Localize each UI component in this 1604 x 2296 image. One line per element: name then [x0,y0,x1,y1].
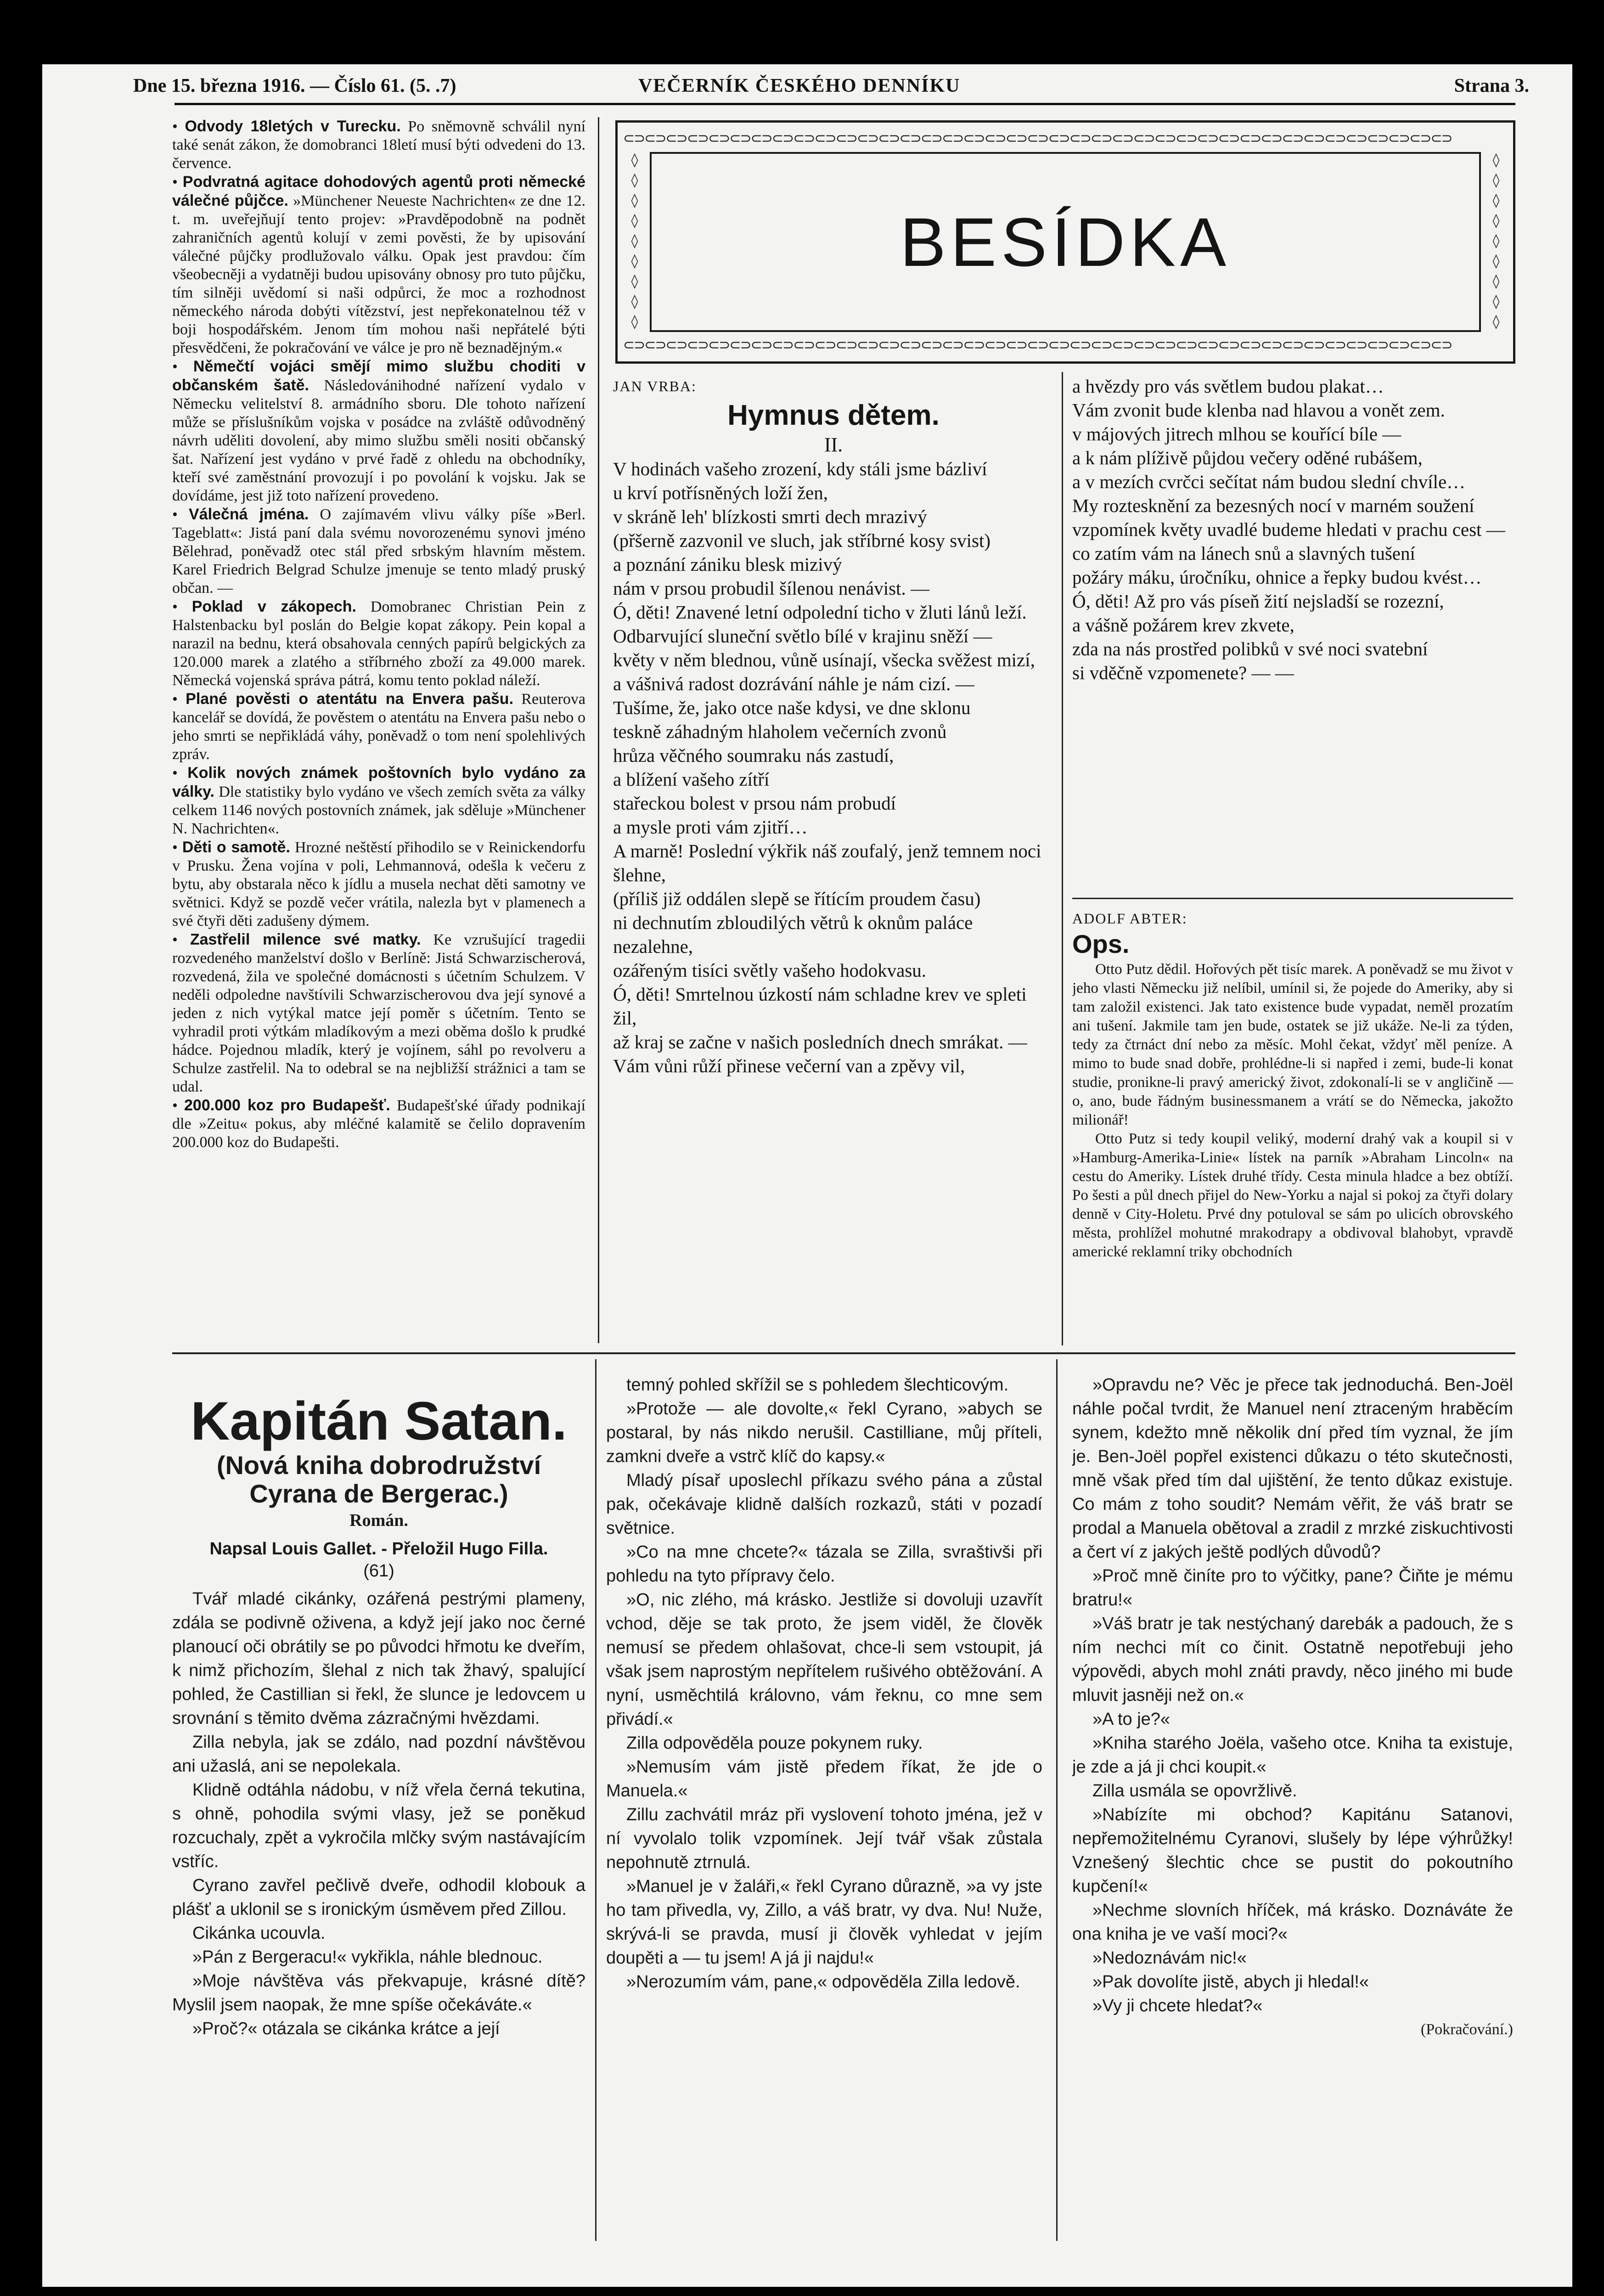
news-text: Budapešťské úřady podnikají dle »Zeitu« pokus, aby mléčné kalamitě se čelilo dopravením 200.000 koz do Budapešti. [172,1097,585,1151]
ops-paragraph: Otto Putz dědil. Hořových pět tisíc marek. A poněvadž se mu život v jeho vlasti Německu již nelíbil, umínil si, že pojede do Ameriky, aby si tam založil existenci. Jak tato existence bude vypadat, neměl prozatím ani tušení. Jakmile tam jen bude, ostatek se již ukáže. Ne-li za týden, tedy za čtrnáct dní nebo za měsíc. Mohl čekat, vždyť měl peníze. A mimo to bude snad dobře, prohlédne-li si napřed i zemi, bude-li konat studie, pronikne-li pravý americký život, zdokonalí-li se v angličině — o, ano, bude řádným businessmanem a vrátí se do Německa, jakožto milionář! [1072,961,1513,1128]
serial-column-1 [172,1373,585,2245]
serial-column-2 [606,1373,1042,2245]
poem-column-right [1072,374,1513,902]
news-column [172,117,585,1343]
news-headline: Němečtí vojáci smějí mimo službu choditi v občanském šatě. [172,358,585,394]
news-item: • Němečtí vojáci smějí mimo službu choditi v občanském šatě. Následovánihodné nařízení vydalo v Německu velitelství 8. armádního sboru. Dle tohoto nařízení může se příslušníkům vojska v posádce na zvláště odůvodněný návrh uděliti dovolení, aby mimo službu směli nositi občanský šat. Nařízení jest vydáno v prvé řadě z ohledu na obchodníky, kteří své zaměstnání provozují i po povolání k vojsku. Jak se dovídáme, jest již toto nařízení provedeno. [172,358,585,504]
poem-line: Tušíme, že, jako otce naše kdysi, ve dne sklonu [613,697,971,718]
serial-paragraph: »Nabízíte mi obchod? Kapitánu Satanovi, nepřemožitelnému Cyranovi, slušely by lépe výhrůžky! Vznešený šlechtic chce se pustit do pokoutního kupčení!« [1072,1805,1513,1896]
ops-author: ADOLF ABTER: [1072,910,1188,927]
serial-text-1 [172,1587,585,2041]
poem-line: květy v něm blednou, vůně usínají, všecka svěžest mizí, [613,649,1035,670]
poem-line: Ó, děti! Znavené letní odpolední ticho v žluti lánů leží. [613,602,1027,623]
besidka-title-frame [650,152,1481,332]
poem-line: hrůza věčného soumraku nás zastudí, [613,745,894,766]
ornament-border-left: ◊ ◊ ◊ ◊ ◊ ◊ ◊ ◊ ◊ [631,152,638,330]
news-headline: Podvratná agitace dohodových agentů proti německé válečné půjčce. [172,173,585,209]
serial-genre: Román. [349,1511,408,1530]
poem-line: a vášnivá radost dozrávání náhle je nám cizí. — [613,673,974,694]
serial-title: Kapitán Satan. [191,1391,567,1452]
poem-line: a v mezích cvrčci sečítat nám budou slední chvíle… [1072,471,1466,492]
news-text: Dle statistiky bylo vydáno ve všech zemích světa za války celkem 1146 nových postovních známek, jak sděluje »Münchener N. Nachrichten«. [172,783,585,837]
news-item: • Plané pověsti o atentátu na Envera pašu. Reuterova kancelář se dovídá, že pověstem o atentátu na Envera pašu nebo o jeho smrti se nepřikládá váhy, poněvadž o tom není spolehlivých zpráv. [172,690,585,763]
poem-title: Hymnus dětem. [727,400,940,431]
news-headline: Plané pověsti o atentátu na Envera pašu. [186,690,514,708]
besidka-title: BESÍDKA [900,203,1231,281]
serial-paragraph: Klidně odtáhla nádobu, v níž vřela černá tekutina, s ohně, pohodila svými vlasy, jež se poněkud rozcuchaly, zpět a vykročila mlčky svým nastávajícím vstříc. [172,1780,585,1871]
poem-line: a blížení vašeho zítří [613,769,770,790]
serial-paragraph: Tvář mladé cikánky, ozářená pestrými plameny, zdála se podivně oživena, a když její jako noc černé planoucí oči obrátily se po původci hřmotu ke dveřím, k nimž přichozím, šlehal z nich tak žhavý, spalující pohled, že Castillian si řekl, že slunce je ledovcem u srovnání s těmito dvěma zázračnými hvězdami. [172,1589,585,1728]
news-text: »Münchener Neueste Nachrichten« ze dne 12. t. m. uveřejňují tento projev: »Pravděpodobně na podnět zahraničních agentů kolují v zemi pověsti, že by upisování válečné půjčky prodlužovalo válku. Opak jest pravdou: čím všeobecněji a vydatněji budou upisovány obnosy pro tuto půjčku, tím silněji uvědomí si naši odpůrci, že moc a rozhodnost německého národa dobýti vítězství, jest nepřekonatelnou též v boji hospodářském. Jenom tím mohou naši nepřátelé býti přesvědčeni, že pokračování ve válce je pro ně beznadějným.« [172,192,585,356]
column-divider [1062,372,1063,1345]
news-text: Po sněmovně schválil nyní také senát zákon, že domobranci 18letí musí býti odvedeni do 13. července. [172,118,585,172]
page-header [133,70,1529,102]
serial-paragraph: Cikánka ucouvla. [192,1924,326,1943]
poem-line: v skráně leh' blízkosti smrti dech mrazivý [613,506,927,527]
poem-lines-right [1072,374,1513,685]
column-divider [595,1359,597,2241]
poem-line: A marně! Poslední výkřik náš zoufalý, jenž temnem noci šlehne, [613,840,1041,885]
news-headline: Děti o samotě. [182,838,291,856]
news-headline: Kolik nových známek poštovních bylo vydáno za války. [172,764,585,800]
newspaper-title: VEČERNÍK ČESKÉHO DENNÍKU [638,75,961,96]
serial-paragraph: »Nemusím vám jistě předem říkat, že jde o Manuela.« [606,1757,1042,1801]
poem-line: Ó, děti! Smrtelnou úzkostí nám schladne krev ve spleti žil, [613,984,1027,1029]
poem-line: Ó, děti! Až pro vás píseň žití nejsladší se rozezní, [1072,591,1444,612]
news-item: • 200.000 koz pro Budapešť. Budapešťské úřady podnikají dle »Zeitu« pokus, aby mléčné kalamitě se čelilo dopravením 200.000 koz do Budapešti. [172,1097,585,1151]
poem-line: a poznání zániku blesk mizivý [613,554,842,575]
news-item: • Zastřelil milence své matky. Ke vzrušující tragedii rozvedeného manželství došlo v Berlíně: Jistá Schwarzischerová, rozvedená, žila ve společné domácnosti s účetním Schulzem. V neděli odpoledne navštívili Schwarzischerovou dva její synové a jeden z nich vytýkal matce její poměr s účetním. Tento se vyhradil proti výtkám mladíkovým a mezi oběma došlo k prudké hádce. Pojednou mladík, který je vojínem, sáhl po revolveru a Schulze zastřelil. Na to odebral se na nejbližší strážnici a tam se udal. [172,931,585,1095]
serial-paragraph: Zilla usmála se opovržlivě. [1092,1781,1297,1801]
poem-line: v májových jitrech mlhou se kouřící bíle — [1072,423,1401,445]
news-text: O zajímavém vlivu války píše »Berl. Tageblatt«: Jistá paní dala svému novorozenému synovi jméno Bělehrad, poněvadž otec stál před srbským hlavním městem. Karel Friedrich Belgrad Schulze jmenuje se tento mladý pruský občan. — [172,506,585,597]
poem-line: (příliš již oddálen slepě se řítícím proudem času) [613,888,981,909]
poem-line: Vám vůni růží přinese večerní van a zpěvy vil, [613,1055,965,1076]
serial-text-2 [606,1373,1042,1994]
ornament-border-bottom: ⊂⊃⊂⊃⊂⊃⊂⊃⊂⊃⊂⊃⊂⊃⊂⊃⊂⊃⊂⊃⊂⊃⊂⊃⊂⊃⊂⊃⊂⊃⊂⊃⊂⊃⊂⊃⊂⊃⊂⊃⊂⊃⊂⊃⊂⊃⊂⊃⊂⊃⊂⊃⊂⊃⊂⊃⊂⊃⊂⊃⊂⊃⊂⊃⊂⊃⊂⊃⊂⊃⊂⊃⊂⊃⊂⊃⊂⊃ [623,337,1452,353]
news-item: • Kolik nových známek poštovních bylo vydáno za války. Dle statistiky bylo vydáno ve všech zemích světa za války celkem 1146 nových postovních známek, jak sděluje »Münchener N. Nachrichten«. [172,764,585,837]
serial-paragraph: »Pak dovolíte jistě, abych ji hledal!« [1092,1972,1369,1992]
serial-paragraph: Zilla odpověděla pouze pokynem ruky. [626,1733,923,1753]
poem-line: V hodinách vašeho zrození, kdy stáli jsme bázliví [613,458,987,479]
header-rule [174,103,1515,105]
ops-title: Ops. [1072,929,1130,958]
news-text: Domobranec Christian Pein z Halstenbacku byl poslán do Belgie kopat zákopy. Pein kopal a narazil na bednu, která obsahovala cenných papírů belgických za 120.000 marek a zlatého a stříbrného zboží za 49.000 marek. Německá vojenská správa pátrá, komu tento poklad náleží. [172,598,585,689]
news-headline: Válečná jména. [189,506,309,523]
serial-paragraph: »Protože — ale dovolte,« řekl Cyrano, »abych se postaral, by nás nikdo nerušil. Castilliane, můj příteli, zamkni dveře a vstrč klíč do kapsy.« [606,1399,1042,1466]
poem-line: a mysle proti vám zjitří… [613,816,808,838]
column-divider [1056,1359,1058,2241]
news-headline: Poklad v zákopech. [191,598,356,615]
poem-line: ni dechnutím zbloudilých větrů k oknům paláce nezalehne, [613,912,973,957]
poem-line: (přšerně zazvonil ve sluch, jak stříbrné kosy svist) [613,530,991,551]
serial-paragraph: temný pohled skřížil se s pohledem šlechticovým. [626,1375,1009,1395]
serial-paragraph: Cyrano zavřel pečlivě dveře, odhodil klobouk a plášť a uklonil se s ironickým úsměvem před Zillou. [172,1876,585,1919]
news-item: • Odvody 18letých v Turecku. Po sněmovně schválil nyní také senát zákon, že domobranci 18letí musí býti odvedeni do 13. července. [172,118,585,172]
news-headline: 200.000 koz pro Budapešť. [184,1097,390,1114]
serial-paragraph: »Proč mně činíte pro to výčitky, pane? Čiňte je mému bratru!« [1072,1566,1513,1609]
serial-subtitle: (Nová kniha dobrodružství Cyrana de Bergerac.) [216,1451,541,1508]
serial-paragraph: »Proč?« otázala se cikánka krátce a její [192,2019,500,2038]
news-text: Reuterova kancelář se dovídá, že pověstem o atentátu na Envera pašu nebo o jeho smrti se nepřikládá váhy, poněvadž o tom není spolehlivých zpráv. [172,691,585,763]
poem-author: JAN VRBA: [613,378,697,394]
ops-story [1072,909,1513,1341]
poem-line: nám v prsou probudil šílenou nenávist. — [613,578,929,599]
poem-line: až kraj se začne v našich posledních dnech smrákat. — [613,1031,1027,1052]
news-text: Ke vzrušující tragedii rozvedeného manželství došlo v Berlíně: Jistá Schwarzischerová, rozvedená, žila ve společné domácnosti s účetním Schulzem. V neděli odpoledne navštívili Schwarzischerovou dva její synové a jeden z nich vytýkal matce její poměr s účetním. Tento se vyhradil proti výtkám mladíkovým a mezi oběma došlo k prudké hádce. Pojednou mladík, který je vojínem, sáhl po revolveru a Schulze zastřelil. Na to odebral se na nejbližší strážnici a tam se udal. [172,931,585,1095]
poem-line: co zatím vám na lánech snů a slavných tušení [1072,543,1415,564]
poem-line: stařeckou bolest v prsou nám probudí [613,793,896,814]
poem-line: Odbarvující sluneční světlo bílé v krajinu sněží — [613,625,992,647]
serial-paragraph: »Vy ji chcete hledat?« [1092,1996,1263,2015]
poem-line: a k nám plíživě půjdou večery oděné rubášem, [1072,447,1423,468]
page-number: Strana 3. [1454,75,1529,96]
serial-paragraph: »Moje návštěva vás překvapuje, krásné dítě? Myslil jsem naopak, že mne spíše očekáváte.« [172,1971,585,2015]
poem-line: a hvězdy pro vás světlem budou plakat… [1072,376,1384,397]
serial-paragraph: »Co na mne chcete?« tázala se Zilla, svraštivši při pohledu na tyto přípravy čelo. [606,1542,1042,1586]
ops-paragraph: Otto Putz si tedy koupil veliký, moderní drahý vak a koupil si v »Hamburg-Amerika-Linie« lístek na parník »Abraham Lincoln« na cestu do Ameriky. Lístek druhé třídy. Cesta minula hladce a bez obtíží. Po šesti a půl dnech přijel do New-Yorku a najal si pokoj za čtyři dolary denně v City-Holetu. Prvé dny potuloval se sám po ulicích obrovského města, prohlížel mohutné mrakodrapy a obdivoval blahobyt, vpravdě americké reklamní triky obchodních [1072,1131,1513,1260]
news-text: Hrozné neštěstí přihodilo se v Reinickendorfu v Prusku. Žena vojína v poli, Lehmannová, odešla k večeru z bytu, aby obstarala něco k jídlu a musela nechat děti samotny ve světnici. Když se pozdě večer vrátila, nalezla byt v plamenech a své čtyři děti zadušeny dýmem. [172,839,585,929]
serial-paragraph: »A to je?« [1092,1710,1171,1729]
besidka-banner [615,120,1515,364]
poem-line: zda na nás prostřed polibků v své noci svatební [1072,638,1428,659]
poem-line: ozářeným tisíci světly vašeho hodokvasu. [613,960,927,981]
issue-date: Dne 15. března 1916. — Číslo 61. (5. .7) [133,75,456,96]
news-item: • Válečná jména. O zajímavém vlivu války píše »Berl. Tageblatt«: Jistá paní dala svému novorozenému synovi jméno Bělehrad, poněvadž otec stál před srbským hlavním městem. Karel Friedrich Belgrad Schulze jmenuje se tento mladý pruský občan. — [172,506,585,597]
serial-installment: (61) [363,1561,394,1581]
news-item: • Poklad v zákopech. Domobranec Christian Pein z Halstenbacku byl poslán do Belgie kopat zákopy. Pein kopal a narazil na bednu, která obsahovala cenných papírů belgických za 120.000 marek a zlatého a stříbrného zboží za 49.000 marek. Německá vojenská správa pátrá, komu tento poklad náleží. [172,598,585,689]
news-text: Následovánihodné nařízení vydalo v Německu velitelství 8. armádního sboru. Dle tohoto nařízení může se příslušníkům vojska v posádce na zvláště odůvodněný návrh uděliti dovolení, aby mimo službu směli nositi občanský šat. Nařízení jest vydáno v prvé řadě z ohledu na obchodníky, kteří své zaměstnání provozují i po povolání k vojsku. Jak se dovídáme, jest již toto nařízení provedeno. [172,377,585,504]
poem-line: a vášně požárem krev zkvete, [1072,614,1294,636]
continued-note: (Pokračování.) [1420,2021,1513,2038]
news-headline: Zastřelil milence své matky. [190,931,421,948]
poem-line: požáry máku, úročníku, ohnice a řepky budou kvést… [1072,567,1482,588]
serial-paragraph: »Nedoznávám nic!« [1092,1948,1247,1968]
poem-line: My roztesknění za bezesných nocí v marném soužení [1072,495,1475,516]
poem-line: Vám zvonit bude klenba nad hlavou a vonět zem. [1072,400,1445,421]
serial-paragraph: »Nerozumím vám, pane,« odpověděla Zilla ledově. [626,1972,1020,1992]
poem-line: teskně záhadným hlaholem večerních zvonů [613,721,947,742]
serial-text-3 [1072,1373,1513,2018]
column-divider [598,117,599,1343]
serial-author: Napsal Louis Gallet. - Přeložil Hugo Filla. [209,1539,548,1559]
news-item: • Podvratná agitace dohodových agentů proti německé válečné půjčce. »Münchener Neueste Nachrichten« ze dne 12. t. m. uveřejňují tento projev: »Pravděpodobně na podnět zahraničních agentů kolují v zemi pověsti, že by upisování válečné půjčky prodlužovalo válku. Opak jest pravdou: čím všeobecněji a vydatněji budou upisovány obnosy pro tuto půjčku, tím silněji uvědomí si naši odpůrci, že moc a rozhodnost německého národa dobýti vítězství, jest nepřekonatelnou též v boji hospodářském. Jenom tím mohou naši nepřátelé býti přesvědčeni, že pokračování ve válce je pro ně beznadějným.« [172,173,585,356]
serial-paragraph: »Kniha starého Joëla, vašeho otce. Kniha ta existuje, je zde a já ji chci koupit.« [1072,1733,1513,1777]
serial-paragraph: Zillu zachvátil mráz při vyslovení tohoto jména, jež v ní vyvolalo tolik vzpomínek. Její tvář však zůstala nepohnutě ztrnulá. [606,1805,1042,1872]
poem-lines-left [613,457,1054,1078]
poem-line: si vděčně vzpomenete? — — [1072,662,1294,683]
ornament-border-top: ⊂⊃⊂⊃⊂⊃⊂⊃⊂⊃⊂⊃⊂⊃⊂⊃⊂⊃⊂⊃⊂⊃⊂⊃⊂⊃⊂⊃⊂⊃⊂⊃⊂⊃⊂⊃⊂⊃⊂⊃⊂⊃⊂⊃⊂⊃⊂⊃⊂⊃⊂⊃⊂⊃⊂⊃⊂⊃⊂⊃⊂⊃⊂⊃⊂⊃⊂⊃⊂⊃⊂⊃⊂⊃⊂⊃⊂⊃ [623,130,1452,146]
serial-paragraph: »Nechme slovních hříček, má krásko. Doznáváte že ona kniha je ve vaší moci?« [1072,1901,1513,1944]
serial-paragraph: »Váš bratr je tak nestýchaný darebák a padouch, že s ním nechci mít co činit. Ostatně nepotřebuji jeho výpovědi, abych mohl znáti pravdy, něco jiného mi bude mluvit jasněji než on.« [1072,1614,1513,1705]
ornament-border-right: ◊ ◊ ◊ ◊ ◊ ◊ ◊ ◊ ◊ [1492,152,1500,330]
serial-column-3 [1072,1373,1513,2245]
serial-paragraph: »Manuel je v žaláři,« řekl Cyrano důrazně, »a vy jste ho tam přivedla, vy, Zillo, a váš bratr, vy dva. Nu! Nuže, skrývá-li se pravda, musí ji člověk vyhledat v jejím doupěti a — tu jsem! A já ji najdu!« [606,1877,1042,1968]
serial-paragraph: »Pán z Bergeracu!« vykřikla, náhle blednouc. [192,1947,543,1967]
poem-line: vzpomínek květy uvadlé budeme hledati v prachu cest — [1072,519,1505,540]
poem-part: II. [824,433,843,456]
poem-column-left [613,374,1054,1357]
news-headline: Odvody 18letých v Turecku. [185,118,401,135]
serial-paragraph: Zilla nebyla, jak se zdálo, nad pozdní návštěvou ani užaslá, ani se nepolekala. [172,1733,585,1776]
news-item: • Děti o samotě. Hrozné neštěstí přihodilo se v Reinickendorfu v Prusku. Žena vojína v poli, Lehmannová, odešla k večeru z bytu, aby obstarala něco k jídlu a musela nechat děti samotny ve světnici. Když se pozdě večer vrátila, nalezla byt v plamenech a své čtyři děti zadušeny dýmem. [172,838,585,929]
serial-paragraph: »O, nic zlého, má krásko. Jestliže si dovoluji uzavřít vchod, děje se tak proto, že jsem viděl, že člověk nemusí se předem ohlašovat, chce-li sem vstoupit, já však jsem naprostým nepřítelem rušivého obtěžování. A nyní, usměchtilá královno, vám řeknu, co mne sem přivádí.« [606,1590,1042,1729]
serial-paragraph: Mladý písař uposlechl příkazu svého pána a zůstal pak, očekávaje klidně dalších rozkazů, státi v pozadí světnice. [606,1471,1042,1538]
serial-paragraph: »Opravdu ne? Věc je přece tak jednoduchá. Ben-Joël náhle počal tvrdit, že Manuel není ztraceným hraběcím synem, kdežto mně několik dní před tím vyznal, že jím je. Ben-Joël popřel existenci důkazu o této skutečnosti, mně však před tím dal ujištění, že tento důkaz existuje. Co mám z toho soudit? Nemám věřit, že váš bratr se prodal a Manuela obětoval a zradil z mrzké ziskuchtivosti a čert ví z jakých ještě podlých důvodů? [1072,1375,1513,1562]
poem-line: u krví potřísněných loží žen, [613,482,828,503]
